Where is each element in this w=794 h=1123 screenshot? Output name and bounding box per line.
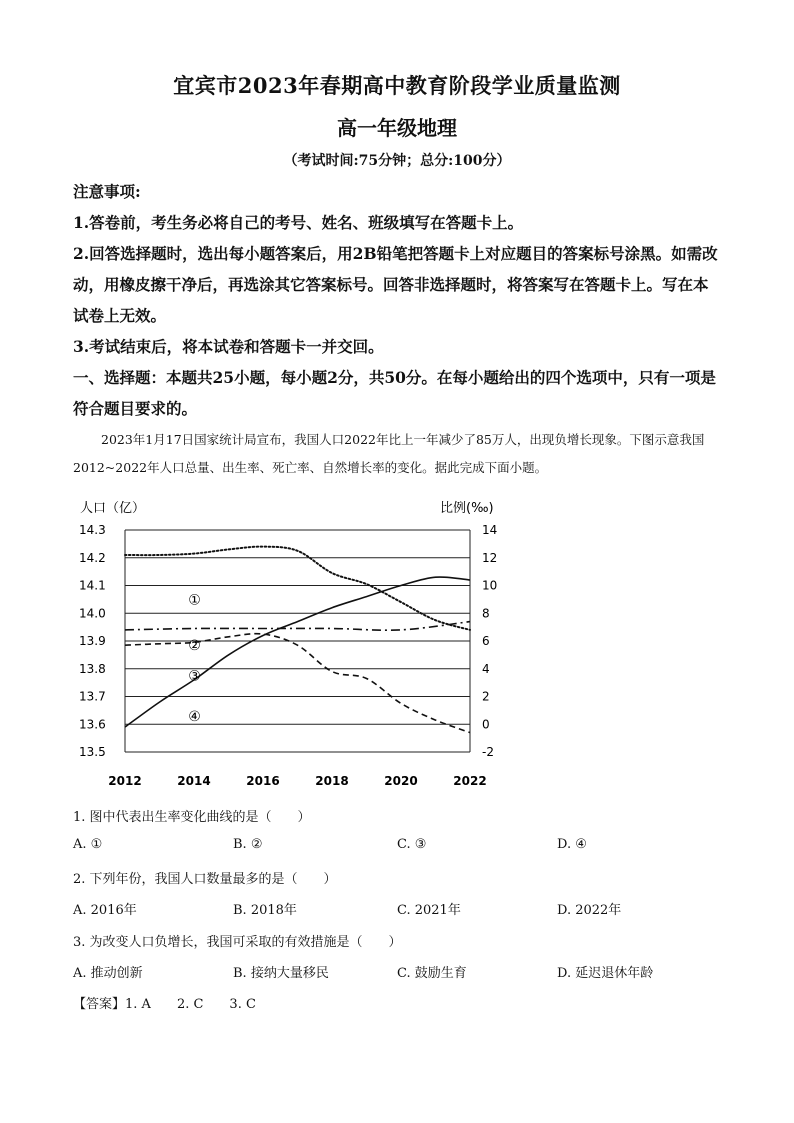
series-label-4: ④ bbox=[188, 708, 201, 725]
left-tick-label: 14.0 bbox=[79, 606, 106, 621]
section-heading: 一、选择题：本题共25小题，每小题2分，共50分。在每小题给出的四个选项中，只有一项是符合题目要求的。 bbox=[73, 368, 716, 418]
question-3-option-c[interactable]: C. 鼓励生育 bbox=[397, 966, 467, 981]
question-1-option-c[interactable]: C. ③ bbox=[397, 837, 427, 852]
chart-series-labels bbox=[188, 592, 201, 725]
question-2-stem: 2. 下列年份，我国人口数量最多的是（ ） bbox=[73, 872, 337, 887]
left-axis-label: 人口（亿） bbox=[80, 501, 146, 516]
right-axis-label: 比例(‰) bbox=[440, 501, 494, 516]
left-tick-label: 14.3 bbox=[79, 523, 106, 537]
chart-series bbox=[125, 547, 470, 733]
notice-heading: 注意事项: bbox=[73, 182, 141, 201]
x-tick-label: 2018 bbox=[315, 774, 349, 788]
series-label-2: ② bbox=[188, 638, 201, 655]
notice-item-3: 3.考试结束后，将本试卷和答题卡一并交回。 bbox=[73, 337, 384, 356]
question-1-stem: 1. 图中代表出生率变化曲线的是（ ） bbox=[73, 810, 311, 825]
chart-gridlines bbox=[125, 530, 470, 752]
right-tick-label: 10 bbox=[482, 578, 498, 593]
question-3-option-d[interactable]: D. 延迟退休年龄 bbox=[557, 966, 654, 981]
x-tick-label: 2014 bbox=[177, 774, 211, 788]
right-tick-label: 6 bbox=[482, 634, 490, 648]
left-tick-label: 13.6 bbox=[79, 717, 106, 732]
series-line-3 bbox=[125, 634, 470, 733]
right-tick-label: 0 bbox=[482, 717, 490, 732]
x-tick-label: 2016 bbox=[246, 774, 280, 788]
exam-info: （考试时间:75分钟；总分:100分） bbox=[283, 153, 511, 169]
x-tick-label: 2022 bbox=[453, 774, 487, 788]
x-tick-label: 2012 bbox=[108, 774, 142, 788]
series-label-1: ① bbox=[188, 592, 201, 609]
question-2-option-b[interactable]: B. 2018年 bbox=[233, 903, 297, 918]
question-1-option-b[interactable]: B. ② bbox=[233, 837, 263, 852]
population-chart bbox=[0, 490, 794, 810]
left-tick-label: 13.9 bbox=[79, 634, 106, 648]
left-tick-label: 13.8 bbox=[79, 661, 106, 676]
question-1-option-d[interactable]: D. ④ bbox=[557, 837, 587, 852]
x-tick-label: 2020 bbox=[384, 774, 418, 788]
exam-title: 宜宾市2023年春期高中教育阶段学业质量监测 bbox=[173, 73, 621, 98]
series-line-4 bbox=[125, 577, 470, 727]
series-line-2 bbox=[125, 622, 470, 631]
answer-text: 1. A 2. C 3. C bbox=[125, 997, 256, 1012]
answer-line bbox=[73, 993, 256, 1012]
right-tick-label: 14 bbox=[482, 523, 498, 537]
right-tick-label: 12 bbox=[482, 550, 498, 565]
question-intro: 2023年1月17日国家统计局宣布，我国人口2022年比上一年减少了85万人，出现负增长现象。下图示意我国2012~2022年人口总量、出生率、死亡率、自然增长率的变化。据此完成下面小题。 bbox=[73, 432, 705, 475]
question-2-option-d[interactable]: D. 2022年 bbox=[557, 903, 622, 918]
question-3-stem: 3. 为改变人口负增长，我国可采取的有效措施是（ ） bbox=[73, 935, 402, 950]
notice-item-2: 2.回答选择题时，选出每小题答案后，用2B铅笔把答题卡上对应题目的答案标号涂黑。如需改动，用橡皮擦干净后，再选涂其它答案标号。回答非选择题时，将答案写在答题卡上。写在本试卷上无效。 bbox=[73, 244, 718, 325]
right-tick-label: 8 bbox=[482, 606, 490, 621]
question-3-option-b[interactable]: B. 接纳大量移民 bbox=[233, 966, 329, 981]
series-line-1 bbox=[125, 547, 470, 630]
left-tick-label: 14.1 bbox=[79, 578, 106, 593]
left-tick-label: 13.5 bbox=[79, 745, 106, 759]
left-tick-label: 14.2 bbox=[79, 550, 106, 565]
question-3-option-a[interactable]: A. 推动创新 bbox=[73, 966, 143, 981]
exam-subtitle: 高一年级地理 bbox=[337, 116, 457, 140]
right-tick-label: 4 bbox=[482, 661, 490, 676]
question-2-option-a[interactable]: A. 2016年 bbox=[73, 903, 137, 918]
left-tick-label: 13.7 bbox=[79, 689, 106, 704]
chart-ticks bbox=[79, 523, 497, 788]
series-label-3: ③ bbox=[188, 668, 201, 685]
question-2-option-c[interactable]: C. 2021年 bbox=[397, 903, 461, 918]
right-tick-label: -2 bbox=[482, 745, 494, 759]
question-1-option-a[interactable]: A. ① bbox=[73, 837, 103, 852]
right-tick-label: 2 bbox=[482, 689, 490, 704]
answer-tag: 【答案】 bbox=[73, 997, 126, 1012]
notice-item-1: 1.答卷前，考生务必将自己的考号、姓名、班级填写在答题卡上。 bbox=[73, 213, 524, 232]
